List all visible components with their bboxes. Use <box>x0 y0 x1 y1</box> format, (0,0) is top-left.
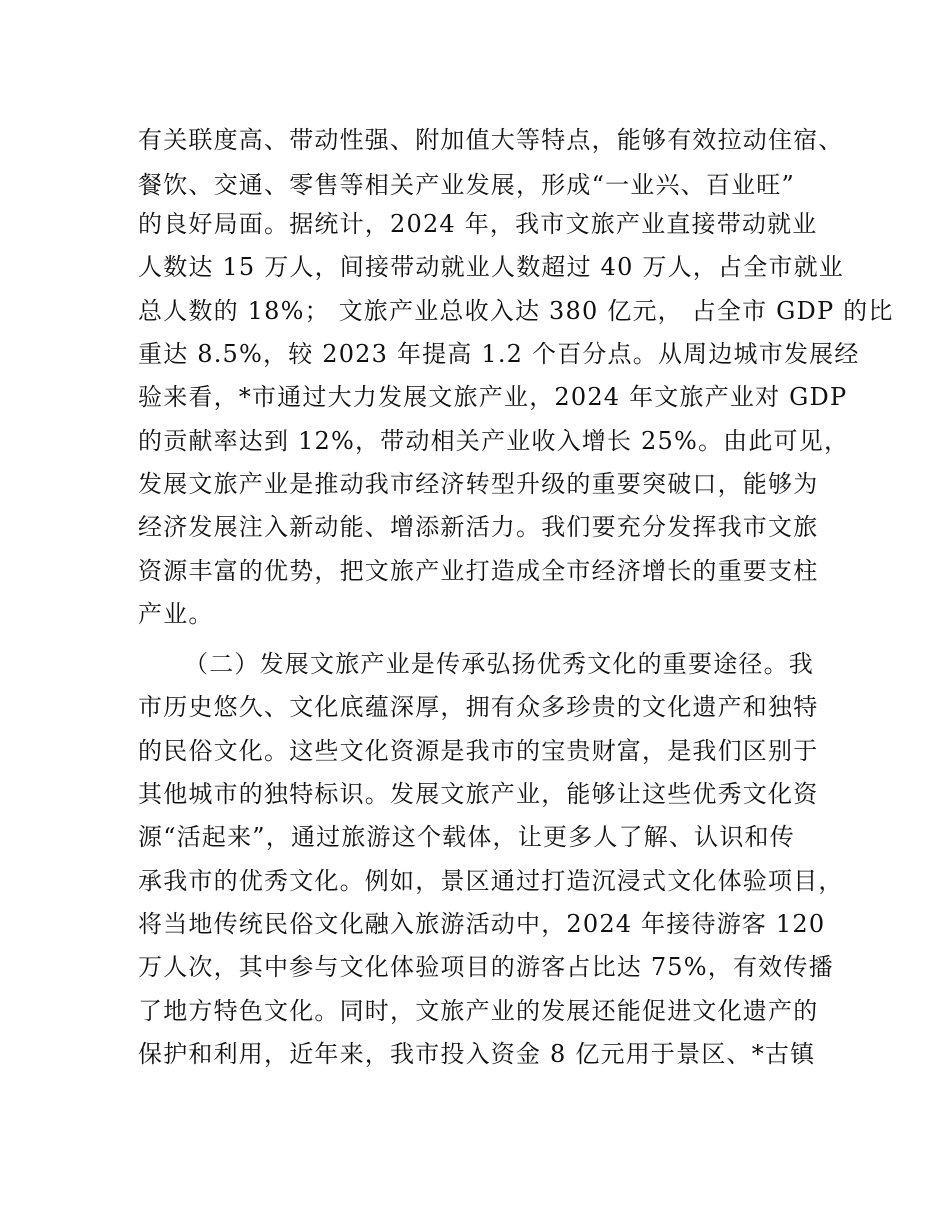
text-line: 产业。 <box>138 600 214 628</box>
text-line: 餐饮、交通、零售等相关产业发展，形成“一业兴、百业旺” <box>138 171 795 199</box>
text-line: 承我市的优秀文化。例如，景区通过打造沉浸式文化体验项目， <box>138 867 844 895</box>
text-line: 万人次，其中参与文化体验项目的游客占比达 75%，有效传播 <box>138 953 834 981</box>
text-line: 的良好局面。据统计，2024 年，我市文旅产业直接带动就业 <box>138 210 818 238</box>
text-line: 市历史悠久、文化底蕴深厚，拥有众多珍贵的文化遗产和独特 <box>138 693 819 721</box>
text-line: 其他城市的独特标识。发展文旅产业，能够让这些优秀文化资 <box>138 780 819 808</box>
text-line: 人数达 15 万人，间接带动就业人数超过 40 万人，占全市就业 <box>138 253 844 281</box>
text-line: 资源丰富的优势，把文旅产业打造成全市经济增长的重要支柱 <box>138 557 819 585</box>
text-line: 经济发展注入新动能、增添新活力。我们要充分发挥我市文旅 <box>138 513 819 541</box>
text-line: 的贡献率达到 12%，带动相关产业收入增长 25%。由此可见， <box>138 427 850 455</box>
text-line: 有关联度高、带动性强、附加值大等特点，能够有效拉动住宿、 <box>138 126 844 154</box>
text-line: 重达 8.5%，较 2023 年提高 1.2 个百分点。从周边城市发展经 <box>138 340 860 368</box>
text-line: 源“活起来”，通过旅游这个载体，让更多人了解、认识和传 <box>138 823 795 851</box>
text-line: 的民俗文化。这些文化资源是我市的宝贵财富，是我们区别于 <box>138 737 819 765</box>
text-line: 了地方特色文化。同时，文旅产业的发展还能促进文化遗产的 <box>138 997 819 1025</box>
paragraph-heading-line: （二）发展文旅产业是传承弘扬优秀文化的重要途径。我 <box>184 650 814 678</box>
text-line: 将当地传统民俗文化融入旅游活动中，2024 年接待游客 120 <box>138 910 826 938</box>
text-line: 验来看，*市通过大力发展文旅产业，2024 年文旅产业对 GDP <box>138 383 848 411</box>
text-line: 总人数的 18%； 文旅产业总收入达 380 亿元， 占全市 GDP 的比 <box>138 297 894 325</box>
text-line: 发展文旅产业是推动我市经济转型升级的重要突破口，能够为 <box>138 470 819 498</box>
text-line: 保护和利用，近年来，我市投入资金 8 亿元用于景区、*古镇 <box>138 1040 816 1068</box>
